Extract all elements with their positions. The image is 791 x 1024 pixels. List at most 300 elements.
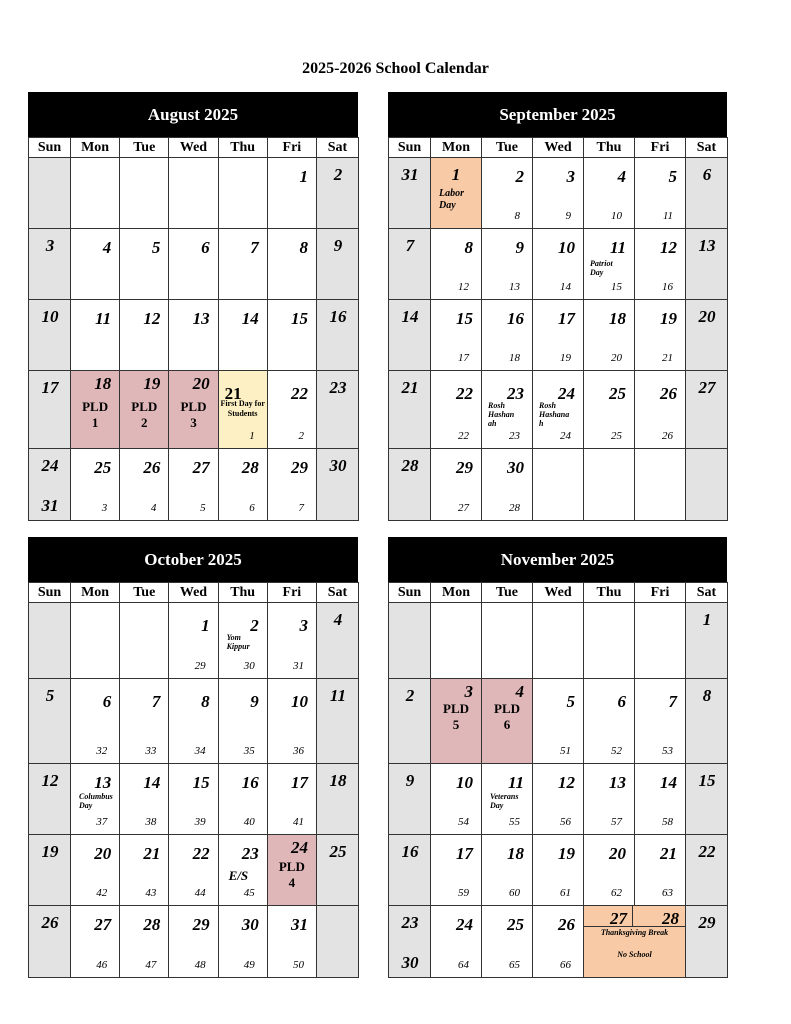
day-number: 15 <box>698 771 716 790</box>
weekday-header: Sat <box>316 583 358 603</box>
day-cell <box>533 679 584 764</box>
day-number: 5 <box>45 686 55 705</box>
weekday-header: Fri <box>267 138 316 158</box>
cell-note: Rosh Hashan ah <box>488 401 515 429</box>
day-number: 19 <box>41 842 59 861</box>
day-number: 17 <box>456 844 473 863</box>
day-cell <box>29 229 71 300</box>
day-number: 21 <box>401 378 419 397</box>
school-day-count: 19 <box>560 352 571 364</box>
day-cell <box>584 679 635 764</box>
school-day-count: 26 <box>662 430 673 442</box>
school-day-count: 27 <box>458 502 469 514</box>
day-cell <box>635 229 686 300</box>
day-number: 26 <box>143 458 161 477</box>
month-title: August 2025 <box>28 92 358 137</box>
weekday-header: Tue <box>120 138 169 158</box>
school-day-count: 6 <box>249 502 255 514</box>
day-number: 21 <box>660 844 677 863</box>
day-cell <box>533 449 584 521</box>
day-number: 23 <box>401 913 419 932</box>
day-cell <box>389 449 431 521</box>
day-number: 4 <box>333 610 343 629</box>
day-number: 12 <box>558 773 575 792</box>
day-cell <box>482 835 533 906</box>
school-day-count: 31 <box>292 660 304 672</box>
day-number: 19 <box>660 309 677 328</box>
day-cell <box>431 158 482 229</box>
day-cell <box>316 764 358 835</box>
school-day-count: 17 <box>458 352 469 364</box>
cell-note: PLD <box>443 701 469 716</box>
day-number: 2 <box>515 167 524 186</box>
day-number: 20 <box>698 307 716 326</box>
day-number: 3 <box>464 682 473 701</box>
day-cell <box>71 229 120 300</box>
day-number: 12 <box>143 309 161 328</box>
school-day-count: 3 <box>101 502 108 514</box>
school-day-count: 12 <box>458 281 469 293</box>
day-cell <box>267 679 316 764</box>
day-number: 2 <box>250 616 259 635</box>
weekday-header: Mon <box>71 583 120 603</box>
school-day-count: 7 <box>298 502 304 514</box>
day-cell <box>218 906 267 978</box>
school-day-count: 16 <box>662 281 673 293</box>
day-cell <box>482 603 533 679</box>
cell-note: 3 <box>190 415 197 430</box>
day-number: 7 <box>250 238 259 257</box>
day-number: 24 <box>41 456 59 475</box>
school-day-count: 38 <box>145 816 157 828</box>
day-number: 7 <box>405 236 415 255</box>
school-day-count: 46 <box>96 959 108 971</box>
day-number: 3 <box>566 167 575 186</box>
weekday-header: Fri <box>635 138 686 158</box>
cell-note: PLD <box>494 701 520 716</box>
day-cell <box>533 300 584 371</box>
day-number: 3 <box>45 236 55 255</box>
day-cell <box>316 603 358 679</box>
day-cell <box>389 906 431 978</box>
school-day-count: 14 <box>560 281 571 293</box>
school-day-count: 18 <box>509 352 520 364</box>
school-day-count: 11 <box>662 210 673 222</box>
weekday-header: Mon <box>431 583 482 603</box>
day-number: 20 <box>609 844 626 863</box>
day-cell <box>316 679 358 764</box>
day-cell <box>71 906 120 978</box>
day-cell <box>686 679 728 764</box>
day-number: 11 <box>95 309 112 328</box>
school-day-count: 4 <box>150 502 157 514</box>
weekday-header: Thu <box>584 138 635 158</box>
day-number: 1 <box>201 616 210 635</box>
day-cell <box>482 764 533 835</box>
day-cell <box>482 158 533 229</box>
day-number: 27 <box>192 458 210 477</box>
day-cell <box>169 229 218 300</box>
cell-note: Yom Kippur <box>226 633 250 652</box>
day-number: 17 <box>558 309 575 328</box>
day-number: 21 <box>224 384 242 403</box>
weekday-header: Fri <box>635 583 686 603</box>
day-number: 24 <box>456 915 473 934</box>
day-cell <box>29 371 71 449</box>
day-cell <box>533 371 584 449</box>
day-cell <box>267 835 316 906</box>
school-day-count: 59 <box>458 887 469 899</box>
day-number: 12 <box>660 238 677 257</box>
thanksgiving-label: Thanksgiving Break <box>600 928 669 937</box>
school-day-count: 64 <box>458 959 469 971</box>
cell-note: Labor Day <box>439 188 464 211</box>
day-cell <box>635 300 686 371</box>
day-cell <box>389 603 431 679</box>
school-day-count: 39 <box>194 816 206 828</box>
day-cell <box>267 371 316 449</box>
school-day-count: 41 <box>292 816 304 828</box>
day-number: 22 <box>456 384 473 403</box>
day-cell <box>29 835 71 906</box>
day-cell <box>635 764 686 835</box>
day-cell <box>71 835 120 906</box>
day-cell <box>482 679 533 764</box>
day-number: 18 <box>507 844 524 863</box>
day-cell <box>635 679 686 764</box>
day-cell <box>29 679 71 764</box>
day-cell <box>431 764 482 835</box>
day-number: 15 <box>192 773 210 792</box>
overflow-day-number: 30 <box>401 953 419 972</box>
calendar-grid <box>388 582 728 978</box>
weekday-header: Sun <box>29 583 71 603</box>
day-number: 16 <box>401 842 419 861</box>
day-number: 10 <box>41 307 59 326</box>
day-cell <box>686 300 728 371</box>
school-day-count: 56 <box>560 816 571 828</box>
day-cell <box>169 158 218 229</box>
school-day-count: 45 <box>243 887 255 899</box>
school-day-count: 23 <box>509 430 520 442</box>
school-day-count: 25 <box>611 430 622 442</box>
day-number: 8 <box>201 692 210 711</box>
school-day-count: 58 <box>662 816 673 828</box>
day-cell <box>431 229 482 300</box>
day-number: 25 <box>94 458 112 477</box>
weekday-header: Wed <box>533 583 584 603</box>
day-cell <box>431 371 482 449</box>
day-cell <box>389 300 431 371</box>
cell-note: PLD <box>82 399 109 414</box>
school-day-count: 24 <box>560 430 571 442</box>
month-november <box>388 537 727 978</box>
day-number: 27 <box>610 909 627 928</box>
school-day-count: 54 <box>458 816 469 828</box>
day-number: 14 <box>241 309 259 328</box>
day-cell <box>169 371 218 449</box>
day-number: 29 <box>290 458 308 477</box>
day-cell <box>316 906 358 978</box>
day-number: 28 <box>143 915 161 934</box>
day-number: 11 <box>329 686 346 705</box>
day-cell <box>686 603 728 679</box>
day-cell <box>120 764 169 835</box>
school-day-count: 10 <box>611 210 622 222</box>
weekday-header: Tue <box>482 138 533 158</box>
day-number: 17 <box>41 378 59 397</box>
school-day-count: 50 <box>292 959 304 971</box>
day-number: 9 <box>250 692 259 711</box>
school-day-count: 49 <box>243 959 255 971</box>
day-number: 31 <box>401 165 419 184</box>
day-cell <box>482 906 533 978</box>
day-number: 18 <box>609 309 626 328</box>
day-cell <box>120 679 169 764</box>
weekday-header: Sun <box>29 138 71 158</box>
day-cell <box>584 371 635 449</box>
day-number: 9 <box>405 771 415 790</box>
school-day-count: 61 <box>560 887 571 899</box>
weekday-header: Sun <box>389 583 431 603</box>
day-number: 16 <box>241 773 259 792</box>
day-cell <box>686 371 728 449</box>
day-cell <box>71 764 120 835</box>
divider <box>584 926 685 927</box>
school-day-count: 15 <box>611 281 622 293</box>
calendar-grid <box>28 582 359 978</box>
school-day-count: 13 <box>509 281 520 293</box>
day-cell <box>431 835 482 906</box>
day-cell <box>584 229 635 300</box>
day-number: 22 <box>698 842 716 861</box>
cell-note: 4 <box>288 875 296 890</box>
weekday-header: Thu <box>218 138 267 158</box>
day-cell <box>218 371 267 449</box>
day-number: 18 <box>329 771 347 790</box>
day-cell <box>29 603 71 679</box>
day-cell <box>120 300 169 371</box>
day-number: 2 <box>405 686 415 705</box>
day-cell <box>533 906 584 978</box>
day-number: 10 <box>290 692 308 711</box>
school-day-count: 8 <box>514 210 520 222</box>
cell-note: 1 <box>91 415 99 430</box>
day-cell <box>533 764 584 835</box>
school-day-count: 1 <box>249 430 255 442</box>
day-number: 29 <box>698 913 716 932</box>
day-cell <box>267 158 316 229</box>
cell-note: 6 <box>503 717 511 732</box>
day-cell <box>389 371 431 449</box>
day-cell <box>29 449 71 521</box>
day-number: 19 <box>558 844 575 863</box>
school-day-count: 51 <box>560 745 571 757</box>
day-cell <box>389 764 431 835</box>
day-number: 29 <box>192 915 210 934</box>
day-cell <box>71 603 120 679</box>
day-cell <box>533 229 584 300</box>
day-cell <box>316 229 358 300</box>
day-number: 14 <box>401 307 419 326</box>
day-number: 13 <box>94 773 112 792</box>
day-cell <box>218 300 267 371</box>
weekday-header: Mon <box>431 138 482 158</box>
day-number: 21 <box>143 844 161 863</box>
school-day-count: 55 <box>509 816 520 828</box>
day-number: 25 <box>329 842 347 861</box>
day-number: 16 <box>329 307 347 326</box>
month-title: November 2025 <box>388 537 727 582</box>
weekday-header: Wed <box>169 138 218 158</box>
day-cell <box>686 835 728 906</box>
day-cell <box>389 229 431 300</box>
day-cell <box>584 449 635 521</box>
day-cell <box>686 229 728 300</box>
day-cell <box>635 449 686 521</box>
day-cell <box>169 679 218 764</box>
day-cell <box>218 679 267 764</box>
day-number: 22 <box>192 844 210 863</box>
weekday-header: Tue <box>120 583 169 603</box>
day-cell <box>431 449 482 521</box>
day-cell <box>431 300 482 371</box>
day-number: 27 <box>698 378 716 397</box>
day-number: 27 <box>94 915 112 934</box>
day-number: 22 <box>290 384 308 403</box>
day-cell <box>71 371 120 449</box>
day-number: 5 <box>566 692 575 711</box>
day-number: 30 <box>241 915 259 934</box>
school-day-count: 36 <box>292 745 304 757</box>
day-number: 6 <box>102 692 112 711</box>
weekday-header: Sat <box>316 138 358 158</box>
weekday-header: Sun <box>389 138 431 158</box>
cell-note: PLD <box>180 399 207 414</box>
school-day-count: 57 <box>611 816 622 828</box>
day-number: 30 <box>507 458 524 477</box>
month-september <box>388 92 727 521</box>
school-day-count: 63 <box>662 887 673 899</box>
weekday-header: Tue <box>482 583 533 603</box>
weekday-header: Fri <box>267 583 316 603</box>
day-cell <box>482 300 533 371</box>
day-cell <box>584 764 635 835</box>
day-cell <box>533 603 584 679</box>
school-day-count: 37 <box>96 816 108 828</box>
day-cell <box>71 300 120 371</box>
cell-note: Columbus Day <box>79 792 113 811</box>
day-cell <box>584 158 635 229</box>
day-number: 19 <box>143 374 161 393</box>
weekday-header: Thu <box>218 583 267 603</box>
day-number: 30 <box>329 456 347 475</box>
day-cell <box>218 158 267 229</box>
day-cell <box>120 449 169 521</box>
day-number: 23 <box>507 384 524 403</box>
day-cell <box>686 449 728 521</box>
cell-note: First Day for Students <box>220 399 265 418</box>
month-title: September 2025 <box>388 92 727 137</box>
day-cell <box>584 300 635 371</box>
day-cell <box>29 158 71 229</box>
school-day-count: 20 <box>611 352 622 364</box>
day-cell <box>29 764 71 835</box>
day-cell <box>218 229 267 300</box>
day-cell <box>120 371 169 449</box>
day-cell <box>169 603 218 679</box>
school-day-count: 21 <box>662 352 673 364</box>
school-day-count: 62 <box>611 887 622 899</box>
day-number: 12 <box>41 771 59 790</box>
day-number: 28 <box>401 456 419 475</box>
calendar-grid <box>28 137 359 521</box>
day-cell <box>686 764 728 835</box>
day-number: 6 <box>617 692 626 711</box>
day-cell <box>218 603 267 679</box>
weekday-header: Thu <box>584 583 635 603</box>
day-number: 14 <box>660 773 677 792</box>
calendar-grid <box>388 137 728 521</box>
day-number: 28 <box>662 909 679 928</box>
day-cell <box>431 906 482 978</box>
day-cell <box>169 764 218 835</box>
day-number: 5 <box>151 238 161 257</box>
school-day-count: 65 <box>509 959 520 971</box>
day-number: 17 <box>290 773 308 792</box>
school-day-count: 33 <box>145 745 157 757</box>
weekday-header: Wed <box>533 138 584 158</box>
school-day-count: 47 <box>145 959 157 971</box>
day-cell <box>71 158 120 229</box>
school-day-count: 48 <box>194 959 206 971</box>
day-cell <box>169 835 218 906</box>
day-cell <box>218 449 267 521</box>
day-number: 15 <box>456 309 473 328</box>
school-day-count: 43 <box>145 887 157 899</box>
day-cell <box>29 906 71 978</box>
weekday-header: Sat <box>686 583 728 603</box>
day-cell <box>635 835 686 906</box>
day-number: 13 <box>698 236 716 255</box>
school-day-count: 30 <box>243 660 255 672</box>
day-number: 23 <box>329 378 347 397</box>
day-cell <box>482 371 533 449</box>
school-day-count: 29 <box>194 660 206 672</box>
day-number: 20 <box>192 374 210 393</box>
month-october <box>28 537 358 978</box>
day-number: 28 <box>241 458 259 477</box>
day-number: 8 <box>702 686 712 705</box>
day-number: 18 <box>94 374 112 393</box>
month-august <box>28 92 358 521</box>
day-number: 4 <box>102 238 112 257</box>
day-cell <box>316 371 358 449</box>
day-number: 25 <box>609 384 626 403</box>
day-cell <box>316 449 358 521</box>
day-number: 16 <box>507 309 524 328</box>
day-number: 9 <box>333 236 343 255</box>
day-cell <box>686 906 728 978</box>
weekday-header: Sat <box>686 138 728 158</box>
school-day-count: 5 <box>200 502 206 514</box>
cell-note: 5 <box>452 717 460 732</box>
day-cell <box>389 679 431 764</box>
day-cell <box>686 158 728 229</box>
cell-note: E/S <box>228 868 249 883</box>
day-number: 11 <box>507 773 524 792</box>
overflow-day-number: 31 <box>41 496 59 515</box>
